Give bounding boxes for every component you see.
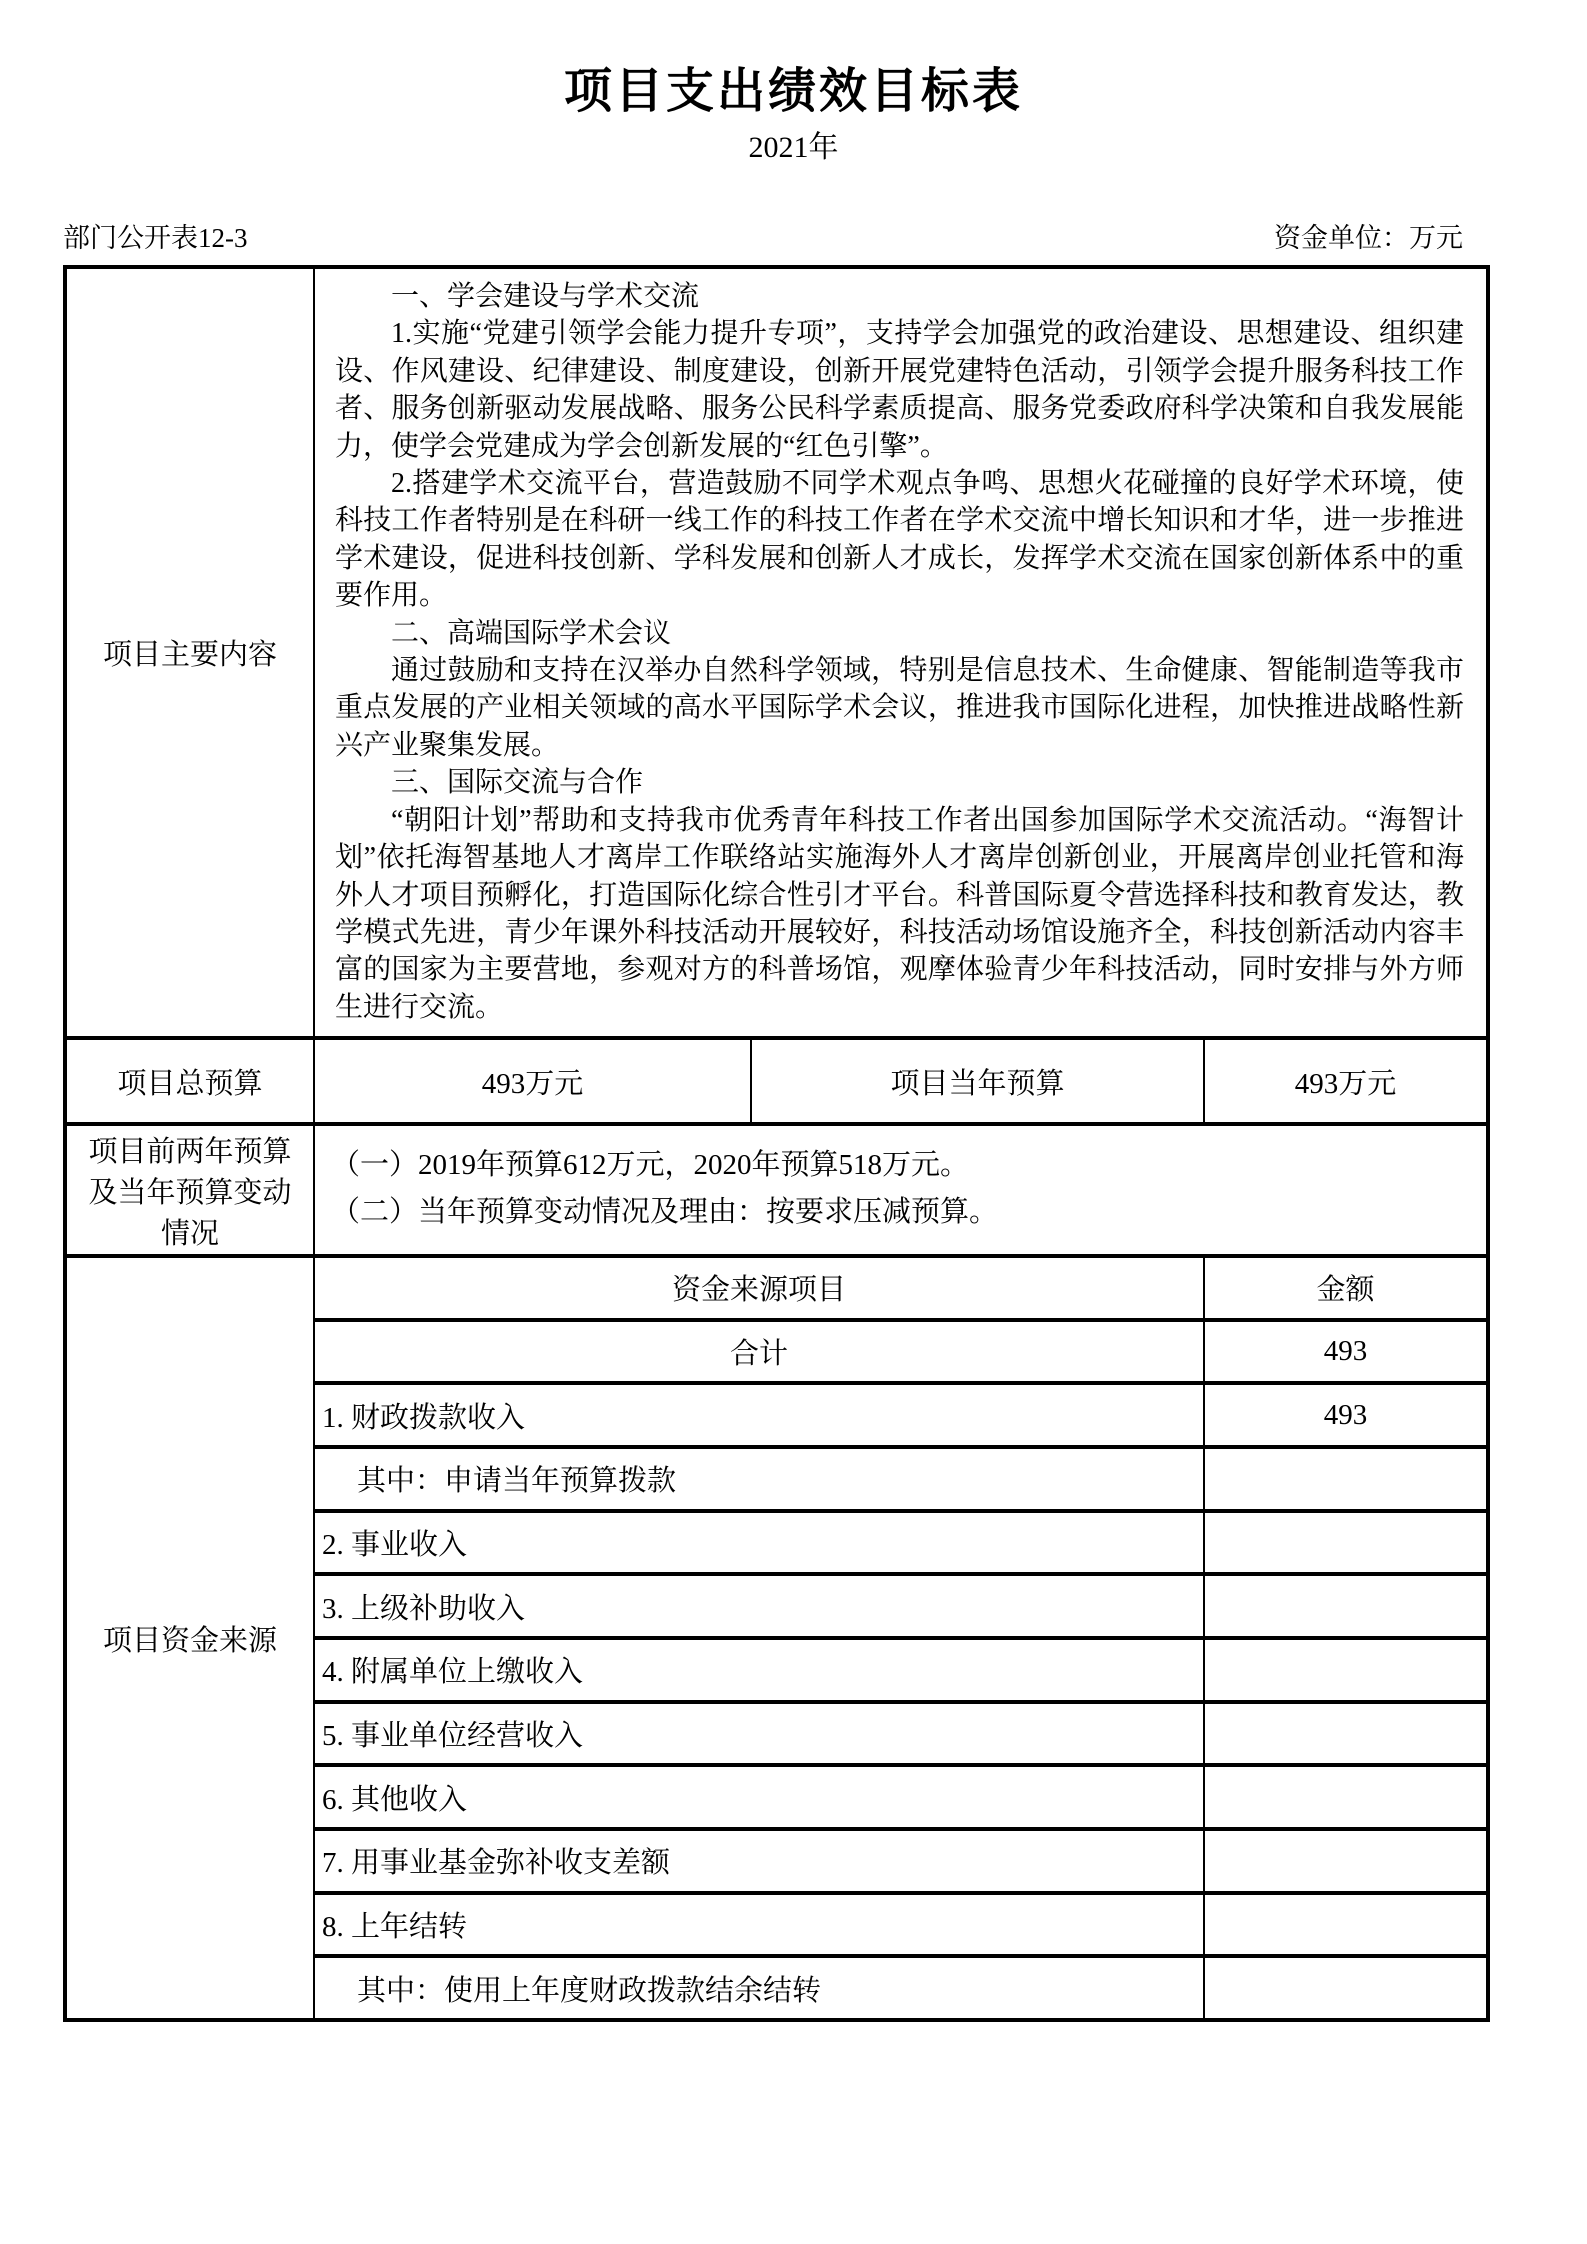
funding-row-label: 3. 上级补助收入 xyxy=(322,1592,526,1625)
funding-row-label: 6. 其他收入 xyxy=(322,1783,468,1816)
funding-header-item: 资金来源项目 xyxy=(671,1274,846,1307)
page-title: 项目支出绩效目标表 xyxy=(563,65,1023,118)
funding-header-amount: 金额 xyxy=(1203,1258,1486,1318)
prior-budget-line2: （二）当年预算变动情况及理由：按要求压减预算。 xyxy=(331,1196,999,1228)
performance-table xyxy=(63,265,1490,2022)
funding-row-carryover xyxy=(315,1891,1486,1955)
unit-note: 资金单位：万元 xyxy=(1274,223,1463,253)
total-budget-value: 493万元 xyxy=(481,1067,584,1100)
funding-header-row xyxy=(315,1258,1486,1318)
funding-row-amount xyxy=(1203,1513,1486,1573)
prior-budget-label: 项目前两年预算及当年预算变动情况 xyxy=(67,1126,315,1254)
paragraph: 1.实施“党建引领学会能力提升专项”，支持学会加强党的政治建设、思想建设、组织建设、作风建设、纪律建设、制度建设，创新开展党建特色活动，引领学会提升服务科技工作者、服务创新驱动发展战略、服务公民科学素质提高、服务党委政府科学决策和自我发展能力，使学会党建成为学会创新发展的“红色引擎”。 xyxy=(335,318,1464,462)
budget-row xyxy=(67,1036,1486,1122)
prior-budget-line1: （一）2019年预算612万元，2020年预算518万元。 xyxy=(331,1149,970,1181)
funding-row-amount xyxy=(1203,1895,1486,1955)
funding-row-superior-subsidy xyxy=(315,1572,1486,1636)
funding-row-other-income xyxy=(315,1763,1486,1827)
paragraph: 二、高端国际学术会议 xyxy=(391,617,672,649)
paragraph: “朝阳计划”帮助和支持我市优秀青年科技工作者出国参加国际学术交流活动。“海智计划”依托海智基地人才离岸工作联络站实施海外人才离岸创新创业，开展离岸创业托管和海外人才项目预孵化，打造国际化综合性引才平台。科普国际夏令营选择科技和教育发达，教学模式先进，青少年课外科技活动开展较好，科技活动场馆设施齐全，科技创新活动内容丰富的国家为主要营地，参观对方的科普场馆，观摩体验青少年科技活动，同时安排与外方师生进行交流。 xyxy=(335,804,1464,1023)
funding-row-amount xyxy=(1203,1449,1486,1509)
funding-row-amount: 493 xyxy=(1203,1322,1486,1382)
funding-row-amount xyxy=(1203,1640,1486,1700)
funding-row-label: 4. 附属单位上缴收入 xyxy=(322,1656,584,1689)
funding-section-label: 项目资金来源 xyxy=(67,1258,315,2018)
funding-row-label: 其中：申请当年预算拨款 xyxy=(357,1465,677,1498)
funding-section xyxy=(67,1254,1486,2018)
main-content-label: 项目主要内容 xyxy=(67,269,315,1036)
prior-budget-row xyxy=(67,1122,1486,1254)
funding-row-label: 1. 财政拨款收入 xyxy=(322,1401,526,1434)
paragraph: 三、国际交流与合作 xyxy=(391,767,644,799)
funding-row-fiscal xyxy=(315,1381,1486,1445)
sheet-number: 部门公开表12-3 xyxy=(63,223,248,253)
funding-table xyxy=(315,1258,1486,2018)
funding-row-total xyxy=(315,1318,1486,1382)
funding-row-affiliated-units xyxy=(315,1636,1486,1700)
funding-row-carryover-sub xyxy=(315,1954,1486,2018)
prior-budget-text xyxy=(315,1126,1486,1254)
main-content-text xyxy=(315,269,1486,1036)
funding-row-label: 其中：使用上年度财政拨款结余结转 xyxy=(357,1974,822,2007)
funding-row-label: 2. 事业收入 xyxy=(322,1529,468,1562)
funding-row-label: 7. 用事业基金弥补收支差额 xyxy=(322,1847,671,1880)
page-year: 2021年 xyxy=(748,131,839,164)
funding-row-fund-balance xyxy=(315,1827,1486,1891)
funding-row-amount xyxy=(1203,1767,1486,1827)
meta-row xyxy=(63,216,1463,255)
funding-row-operating-income xyxy=(315,1700,1486,1764)
funding-row-label: 5. 事业单位经营收入 xyxy=(322,1720,584,1753)
paragraph: 通过鼓励和支持在汉举办自然科学领域，特别是信息技术、生命健康、智能制造等我市重点发展的产业相关领域的高水平国际学术会议，推进我市国际化进程，加快推进战略性新兴产业聚集发展。 xyxy=(335,655,1464,761)
main-content-row xyxy=(67,269,1486,1036)
funding-row-business xyxy=(315,1509,1486,1573)
current-budget-value: 493万元 xyxy=(1203,1040,1486,1122)
funding-row-fiscal-sub xyxy=(315,1445,1486,1509)
funding-row-amount xyxy=(1203,1958,1486,2018)
funding-row-label: 8. 上年结转 xyxy=(322,1911,468,1944)
funding-row-amount: 493 xyxy=(1203,1385,1486,1445)
paragraph: 2.搭建学术交流平台，营造鼓励不同学术观点争鸣、思想火花碰撞的良好学术环境，使科技工作者特别是在科研一线工作的科技工作者在学术交流中增长知识和才华，进一步推进学术建设，促进科技创新、学科发展和创新人才成长，发挥学术交流在国家创新体系中的重要作用。 xyxy=(335,468,1464,612)
funding-row-amount xyxy=(1203,1704,1486,1764)
funding-row-label: 合计 xyxy=(729,1338,788,1370)
current-budget-label: 项目当年预算 xyxy=(750,1040,1203,1122)
paragraph: 一、学会建设与学术交流 xyxy=(391,281,700,312)
funding-row-amount xyxy=(1203,1576,1486,1636)
funding-row-amount xyxy=(1203,1831,1486,1891)
total-budget-label: 项目总预算 xyxy=(67,1040,315,1122)
